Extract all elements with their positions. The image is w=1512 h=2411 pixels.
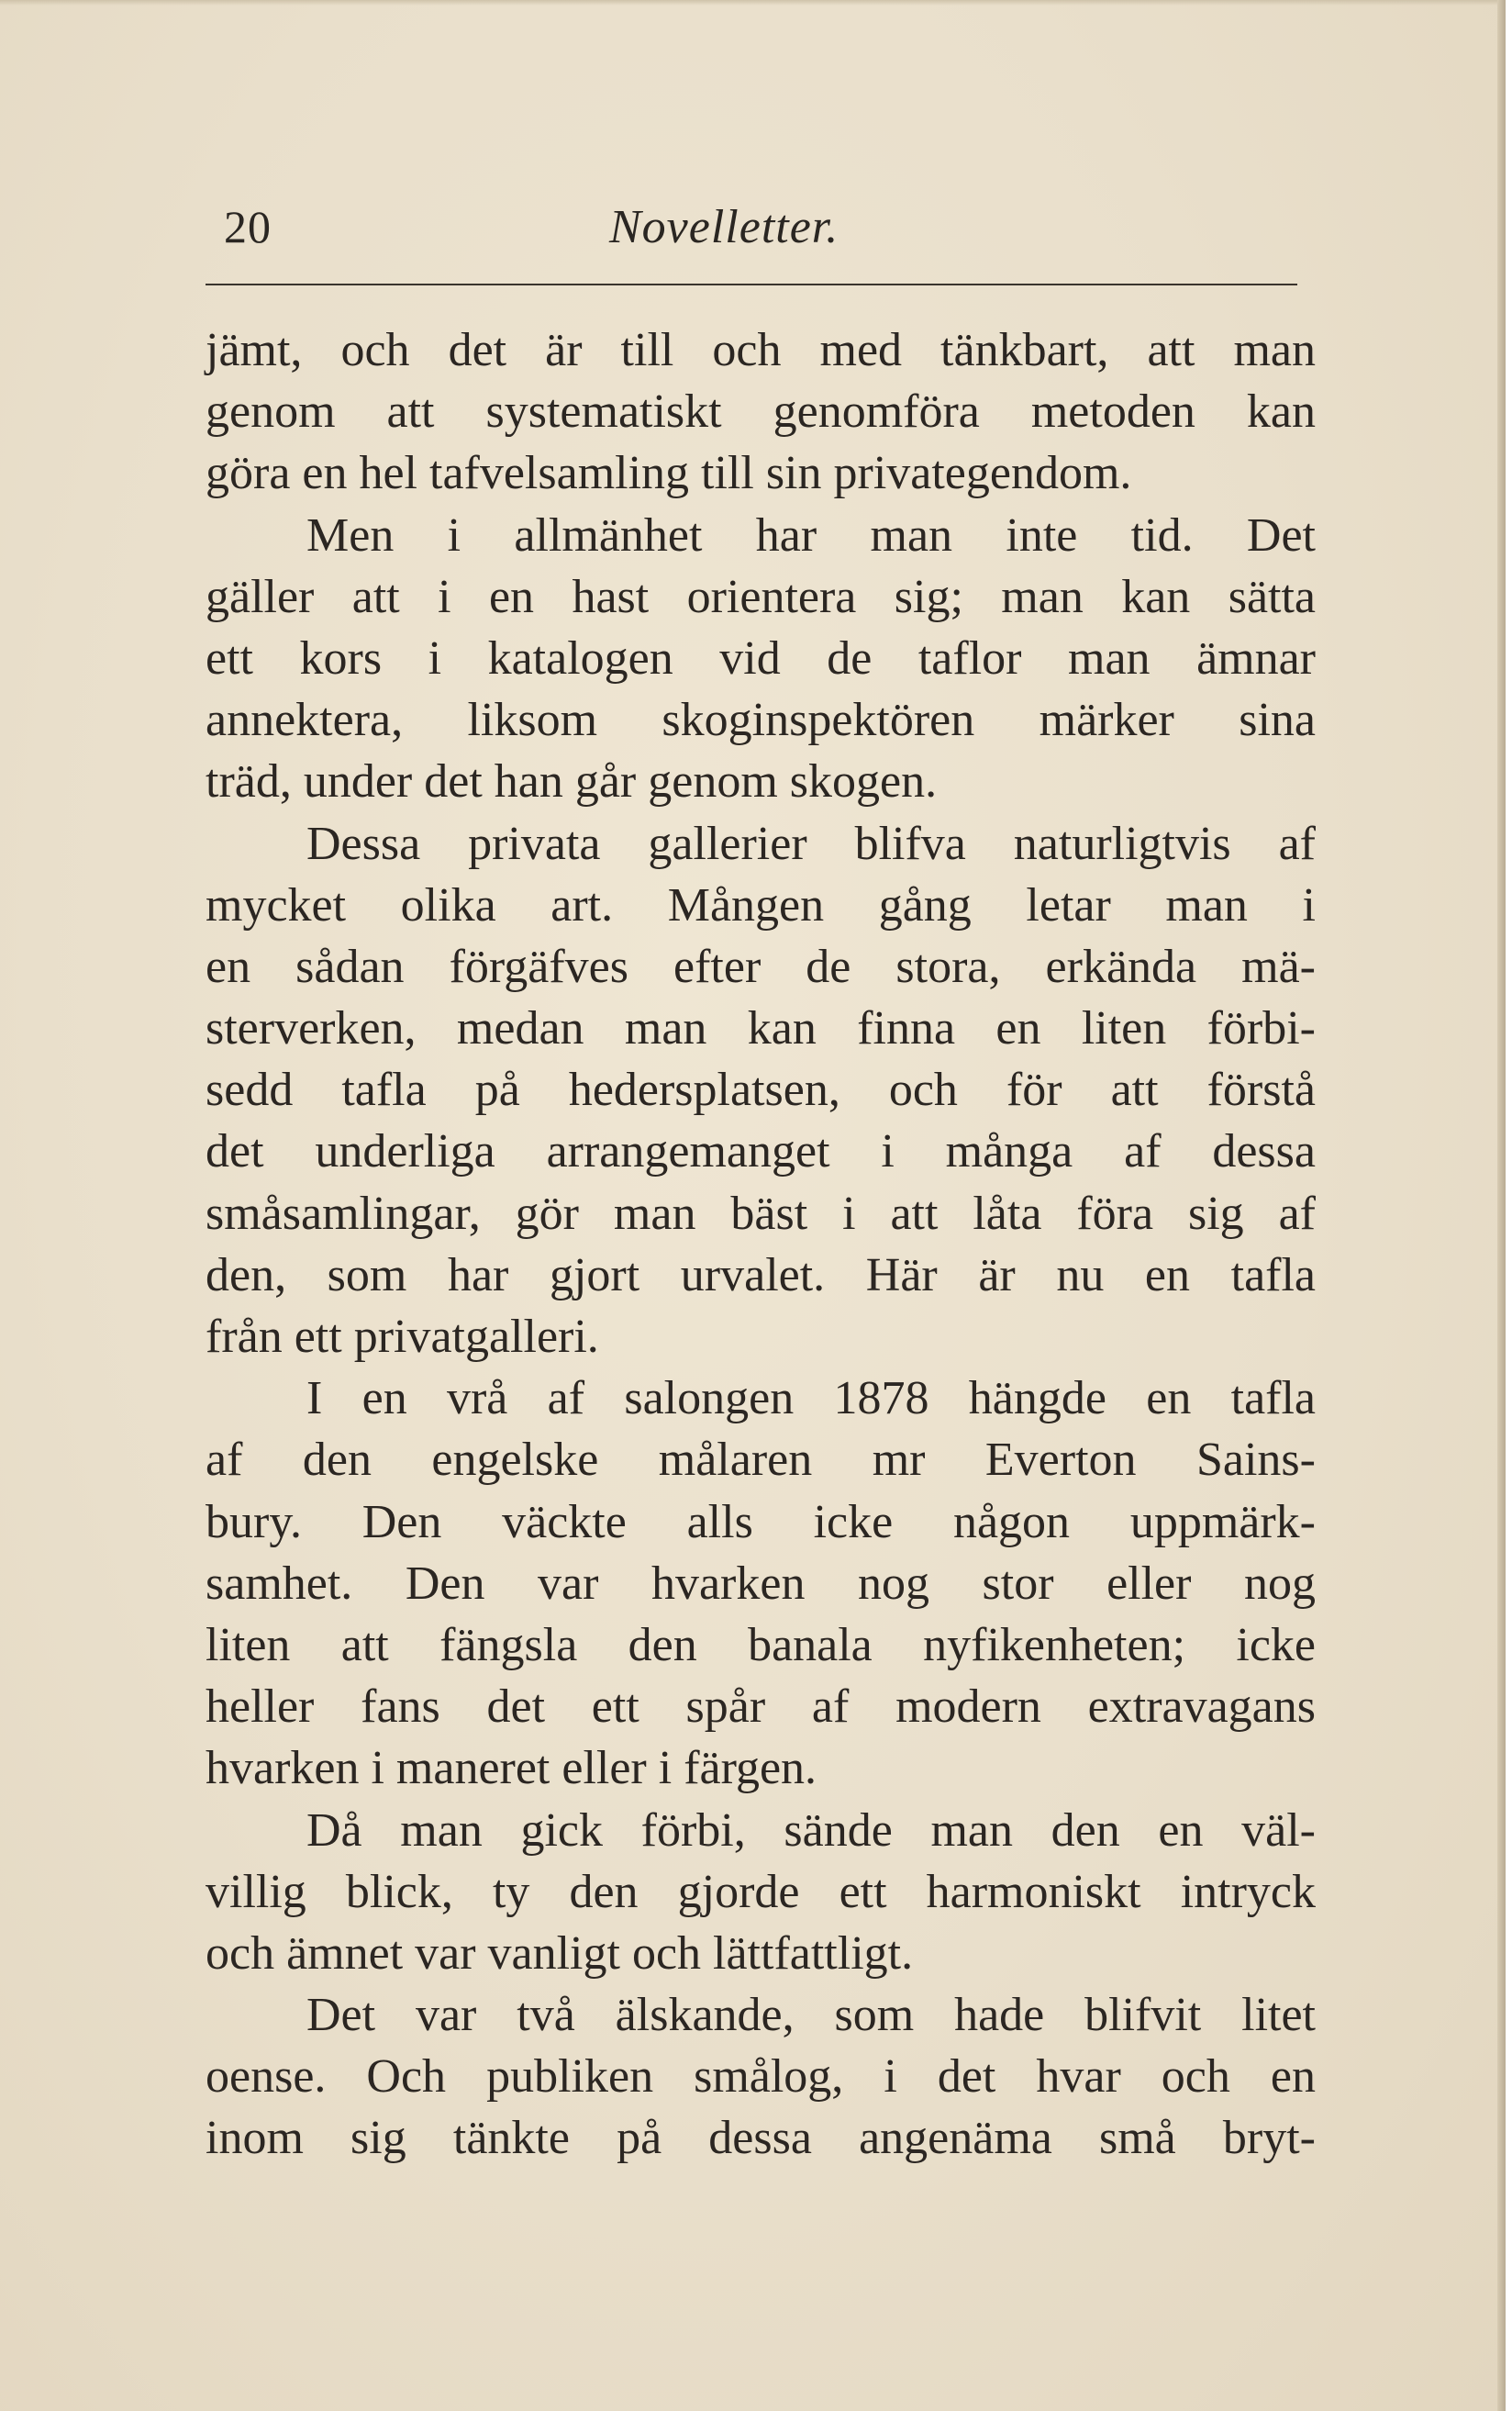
body-text <box>206 319 1316 2170</box>
running-title: Novelletter. <box>609 201 839 253</box>
text-line: I en vrå af salongen 1878 hängde en tafla <box>306 1372 1316 1425</box>
page-number: 20 <box>224 201 272 252</box>
text-line: villig blick, ty den gjorde ett harmoniskt intryck <box>206 1865 1316 1918</box>
page-right-edge <box>1497 0 1512 2411</box>
text-line: det underliga arrangemanget i många af dessa <box>206 1125 1316 1178</box>
text-line: oense. Och publiken smålog, i det hvar och en <box>206 2050 1316 2104</box>
text-line: heller fans det ett spår af modern extravagans <box>206 1680 1316 1734</box>
text-line: sedd tafla på hedersplatsen, och för att förstå <box>206 1064 1316 1117</box>
page-top-edge <box>0 0 1512 6</box>
text-line: en sådan förgäfves efter de stora, erkända mä- <box>206 940 1316 993</box>
text-line: jämt, och det är till och med tänkbart, att man <box>206 324 1316 376</box>
text-line: småsamlingar, gör man bäst i att låta föra sig af <box>206 1187 1316 1240</box>
text-line: ett kors i katalogen vid de taflor man ämnar <box>206 631 1316 685</box>
text-line: från ett privatgalleri. <box>206 1311 599 1363</box>
text-line: bury. Den väckte alls icke någon uppmärk- <box>206 1495 1316 1548</box>
text-line: annektera, liksom skoginspektören märker sina <box>206 694 1316 747</box>
text-line: Det var två älskande, som hade blifvit litet <box>306 1989 1316 2042</box>
text-line: Då man gick förbi, sände man den en väl- <box>306 1803 1316 1857</box>
header-rule <box>206 284 1297 285</box>
page-header <box>206 200 1297 264</box>
text-line: gäller att i en hast orientera sig; man kan sätta <box>206 570 1316 623</box>
text-line: hvarken i maneret eller i färgen. <box>206 1742 817 1795</box>
text-line: göra en hel tafvelsamling till sin privategendom. <box>206 447 1132 500</box>
text-line: sterverken, medan man kan finna en liten förbi- <box>206 1002 1316 1055</box>
text-line: inom sig tänkte på dessa angenäma små bryt- <box>206 2112 1316 2165</box>
text-line: mycket olika art. Mången gång letar man i <box>206 878 1316 932</box>
text-line: af den engelske målaren mr Everton Sains- <box>206 1434 1316 1487</box>
text-line: den, som har gjort urvalet. Här är nu en tafla <box>206 1248 1316 1301</box>
text-line: samhet. Den var hvarken nog stor eller nog <box>206 1557 1316 1610</box>
text-line: genom att systematiskt genomföra metoden kan <box>206 385 1316 439</box>
text-line: Dessa privata gallerier blifva naturligtvis af <box>306 817 1316 870</box>
text-line: Men i allmänhet har man inte tid. Det <box>306 508 1316 562</box>
text-line: liten att fängsla den banala nyfikenheten; icke <box>206 1618 1316 1671</box>
text-line: träd, under det han går genom skogen. <box>206 755 938 809</box>
text-line: och ämnet var vanligt och lättfattligt. <box>206 1926 914 1980</box>
